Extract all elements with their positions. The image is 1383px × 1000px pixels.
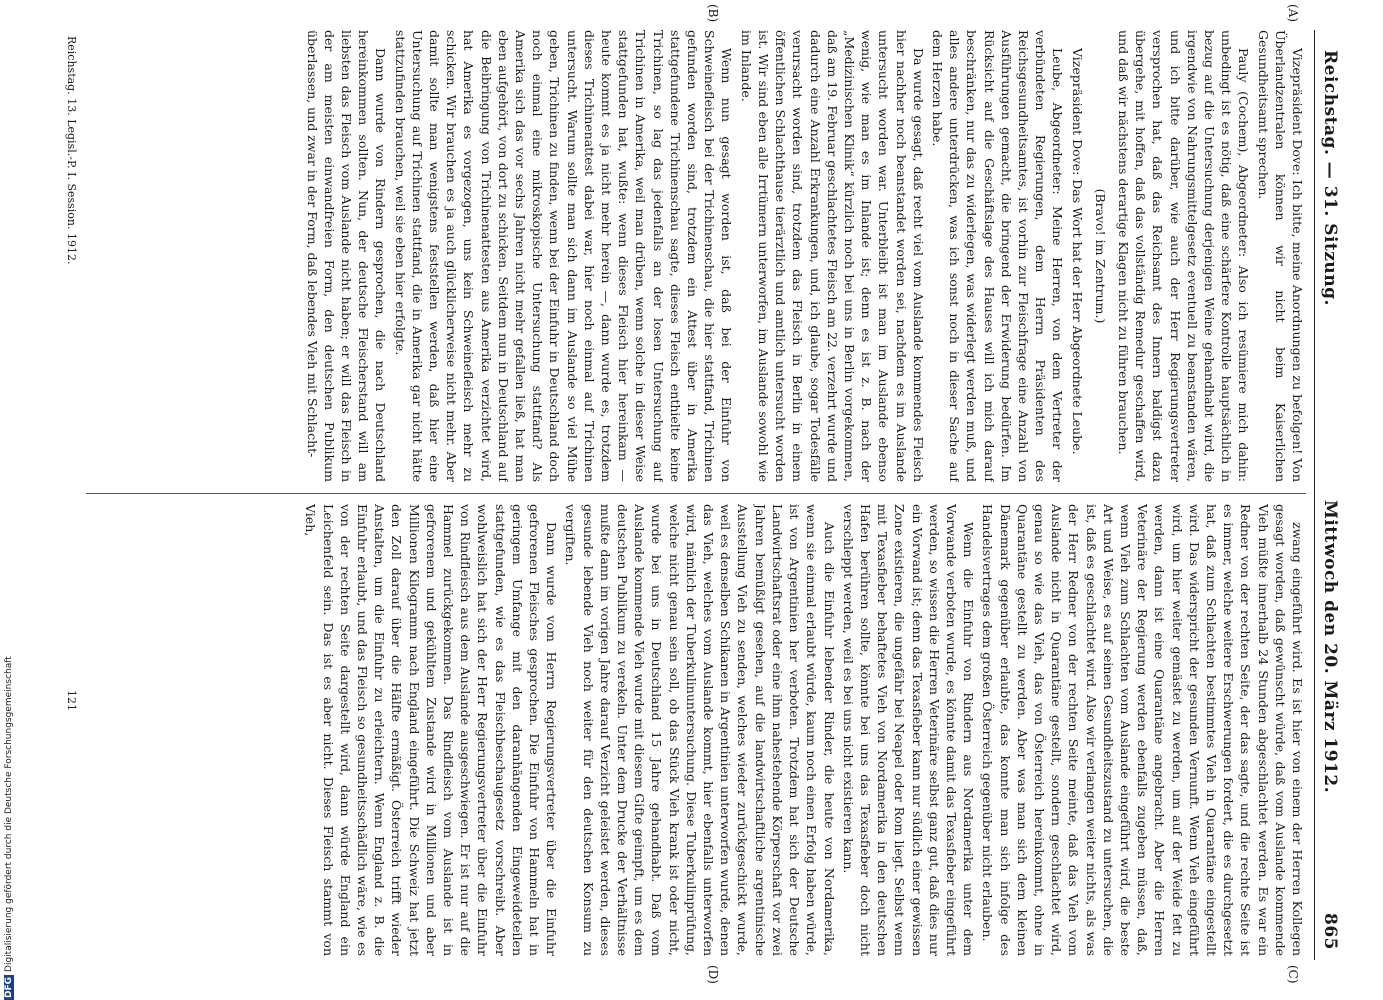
left-column-paragraph: Leube, Abgeordneter: Meine Herren, von dem Vertreter der verbündeten Regierungen, dem Herrn Präsidenten des Reichsgesundheitsamtes, ist vorhin zur Fleischfrage eine Anzahl von Ausführungen gemacht, die bringend der Erwiderung bedürfen. Im Rücksicht auf die Geschäftslage des Hauses will ich mich darauf beschränken, nur das zu widerlegen, was widerlegt werden muß, und alles andere unterdrücken, was ich sonst noch in dieser Sache auf dem Herzen habe. [929,30,1066,482]
header-rule [1314,30,1315,960]
right-column-paragraph: Wenn die Einfuhr von Rindern aus Nordamerika unter dem Vorwande verboten wurde, es könnte damit das Texasfieber eingeführt werden, so wissen die Herren Veterinäre selbst ganz gut, daß dies nur ein Vorwand ist; denn das Texasfieber kann nur südlich einer gewissen Zone existieren, die ungefähr bei Neapel oder Rom liegt. Selbst wenn mit Texasfieber behaftetes Vieh von Nordamerika in den deutschen Hafen berühren sollte, könnte bei uns das Texasfieber doch nicht verschleppt werden, weil es bei uns nicht existieren kann. [840,504,977,956]
left-column-paragraph: (Bravo! im Zentrum.) [1092,188,1108,324]
session-date: Mittwoch den 20. März 1912. [1320,500,1340,794]
rotated-page-content [50,4,1340,984]
dfg-logo-icon: DFG [4,976,14,998]
column-separator [86,493,1306,494]
footer-page: 121 [65,690,78,711]
margin-marker-c: (C) [1286,965,1300,984]
right-column-paragraph: zwang eingeführt wird. Es ist hier von einem der Herren Kollegen gesagt worden, daß gewünscht würde, daß vom Auslande kommende Vieh müßte innerhalb 24 Stunden abgeschlachtet werden. Es war ein Redner von der rechten Seite, der das sagte, und die rechte Seite ist es immer, welche weitere Erschwerungen fordert, die es durchgesetzt hat, daß zum Schlachten bestimmtes Vieh in Quarantäne eingestellt wird. Das widerspricht der gesunden Vernunft. Wenn Vieh eingeführt wird, um hier weiter gemästet zu werden, um auf der Weide fett zu werden, dann ist eine Quarantäne angebracht. Aber die Herren Veterinäre der Regierung werden ebenfalls zugeben müssen, daß, wenn Vieh zum Schlachten vom Auslande eingeführt wird, die beste Art und Weise, es auf seinen Gesundheitszustand zu untersuchen, die ist, daß es geschlachtet wird. Also wir verlangen weiter nichts, als was der Herr Redner von der rechten Seite meinte, daß das Vieh vom Auslande nicht in Quarantäne gestellt, sondern geschlachtet wird, genau so wie das Vieh, das von Österreich hereinkommt, ohne in Quarantäne gestellt zu werden. Aber was man sich dem kleinen Dänemark gegenüber erlaubte, das konnte man sich infolge des Handelsvertrages dem großen Österreich gegenüber nicht erlauben. [980,504,1305,956]
left-column-paragraph: Vizepräsident Dove: Das Wort hat der Herr Abgeordnete Leube. [1069,48,1085,455]
sidebar-credit [4,656,14,1000]
text-column-left [86,30,1306,482]
left-column-paragraph: Vizepräsident Dove: Ich bitte, meine Anordnungen zu befolgen! Von Überlandzentralen können wir nicht beim Kaiserlichen Gesundheitsamt sprechen. [1255,30,1305,482]
right-column-paragraph: Dann wurde vom Herrn Regierungsvertreter über die Einfuhr gefrorenen Fleisches gesprochen. Die Einfuhr von Hammeln hat in geringem Umfange mit den daranhängenden Eingeweideteilen stattgefunden, wie es das Fleischbeschaugesetz vorschreibt. Aber wohlweislich hat sich der Herr Regierungsvertreter über die Einfuhr von Rindfleisch aus dem Auslande ausgeschwiegen. Er ist nur auf die Hammel zurückgekommen. Das Rindfleisch vom Auslande ist in gefrorenem und gekühltem Zustande wird in Millionen und aber Millionen Kilogramm nach England eingeführt. Die Schweiz hat jetzt den Zoll darauf über die Hälfte ermäßigt. Österreich trifft wieder Anstalten, um die Einfuhr zu erleichtern. Wenn England z. B. die Einfuhr erlaubt, und das Fleisch so gesundheitsschädlich wäre, wie es von der rechten Seite dargestellt wird, dann würde England ein Leichenfeld sein. Das ist es aber nicht. Dieses Fleisch stammt von Vieh, [303,504,560,956]
left-column-paragraph: Wenn nun gesagt worden ist, daß bei der Einfuhr von Schweinefleisch bei der Trichinenschau, die hier stattfand, Trichinen gefunden worden sind, trotzdem ein Attest über in Amerika stattgefundene Trichinenschau sagte, dieses Fleisch enthielte keine Trichinen, so lag das jedenfalls an der losen Untersuchung auf Trichinen in Amerika, weil man drüben, wenn solche in dieser Weise stattgefunden hat, wußte: wenn dieses Fleisch hier hereinkam — heute kommt es ja nicht mehr herein —, dann wurde es, trotzdem dieses Trichinenattest dabei war, hier noch einmal auf Trichinen untersucht. Warum sollte man sich dann im Auslande so viel Mühe geben, Trichinen zu finden, wenn bei der Einfuhr in Deutschland doch noch einmal eine mikroskopische Untersuchung stattfand? Als Amerika sich das vor sechs Jahren nicht mehr gefallen ließ, hat man eben aufgehört, von dort zu schicken. Seitdem nun in Deutschland auf die Beibringung von Trichinenattesten aus Amerika verzichtet wird, hat Amerika es vorgezogen, uns kein Schweinefleisch mehr zu schicken. Wir brauchen es ja auch glücklicherweise nicht mehr. Aber damit sollte man wenigstens feststellen werden, daß hier eine Untersuchung auf Trichinen stattfand, die in Amerika gar nicht hätte stattzufinden brauchen, weil sie eben hier erfolgte. [392,30,735,482]
margin-marker-d: (D) [706,965,720,984]
page-header [1314,30,1340,960]
text-column-right [86,504,1306,956]
running-title: Reichstag. — 31. Sitzung. [1320,50,1340,306]
page-number: 865 [1320,913,1340,950]
margin-marker-a: (A) [1286,4,1300,23]
left-column-paragraph: Dann wurde von Rindern gesprochen, die nach Deutschland hereinkommen sollten. Nun, der deutsche Fleischerstand will am liebsten das Fleisch vom Auslande nicht haben; er will das Fleisch in der am meisten einwandfreien Form, den deutschen Publikum überlassen, und zwar in der Form, daß lebendes Vieh mit Schlacht- [304,30,389,482]
credit-text: Digitalisierung gefördert durch die Deutsche Forschungsgemeinschaft [4,656,14,972]
footer-citation: Reichstag. 13. Legisl.-P. I. Session. 1912. [65,36,78,265]
margin-marker-b: (B) [706,4,720,23]
left-column-paragraph: Pauly (Cochem), Abgeordneter: Also ich resümiere mich dahin: unbedingt ist es nötig, daß eine schärfere Kontrolle hauptsächlich in bezug auf die Untersuchung derjenigen Weine gehandhabt wird, die irgendwie von Nahrungsmittelgesetz eventuell zu beanstanden wären, und ich bitte darüber, wie auch der Herr Regierungsvertreter versprochen hat, daß das Reichsamt des Innern baldigst dazu übergehe, mit hoffen, daß das vollständig Remedur geschaffen wird, und daß wir nächstens derartige Klagen nicht zu führen brauchen. [1115,30,1252,482]
right-column-paragraph: Auch die Einfuhr lebender Rinder, die heute von Nordamerika, wenn sie einmal erlaubt würde, kaum noch einen Erfolg haben würde, ist von Argentinien her verboten. Trotzdem hat sich der Deutsche Landwirtschaftsrat oder eine ihm nahestehende Körperschaft vor zwei Jahren bemüßigt gesehen, auf die landwirtschaftliche argentinische Ausstellung Vieh zu senden, welches wieder zurückgeschickt wurde, weil es denselben Schikanen in Argentinien unterworfen wurde, denen das Vieh, welches vom Auslande kommt, hier ebenfalls unterworfen wird, nämlich der Tuberkulinuntersuchung. Diese Tuberkulinprüfung, welche nicht genau sein soll, ob das Stück Vieh krank ist oder nicht, wurde bei uns in Deutschland 15 Jahre gehandhabt. Daß vom Auslande kommende Vieh wurde mit diesem Gifte geimpft, um es dem deutschen Publikum zu verekeln. Unter dem Drucke der Verhältnisse mußte dann im vorigen Jahre darauf Verzicht geleistet werden, dieses gesunde lebende Vieh noch weiter für den deutschen Konsum zu vergiften. [563,504,837,956]
left-column-paragraph: Da wurde gesagt, daß recht viel vom Auslande kommendes Fleisch hier nachher noch beanstandet worden sei, nachdem es im Auslande untersucht worden war. Unterbleibt ist man im Auslande ebenso wenig, wie man es im Inlande ist; denn es ist z. B. nach der „Medizinischen Klinik“ kürzlich noch bei uns in Berlin vorgekommen, daß am 19. Februar geschlachtetes Fleisch am 22. verzehrt wurde und dadurch eine Anzahl Erkrankungen, und, ich glaube, sogar Todesfälle verursacht worden sind, trotzdem das Fleisch in Berlin in einem öffentlichen Schlachthause tierärztlich und amtlich untersucht worden ist. Wir sind eben alle Irrtümern unterworfen, im Auslande sowohl wie im Inlande. [738,30,926,482]
